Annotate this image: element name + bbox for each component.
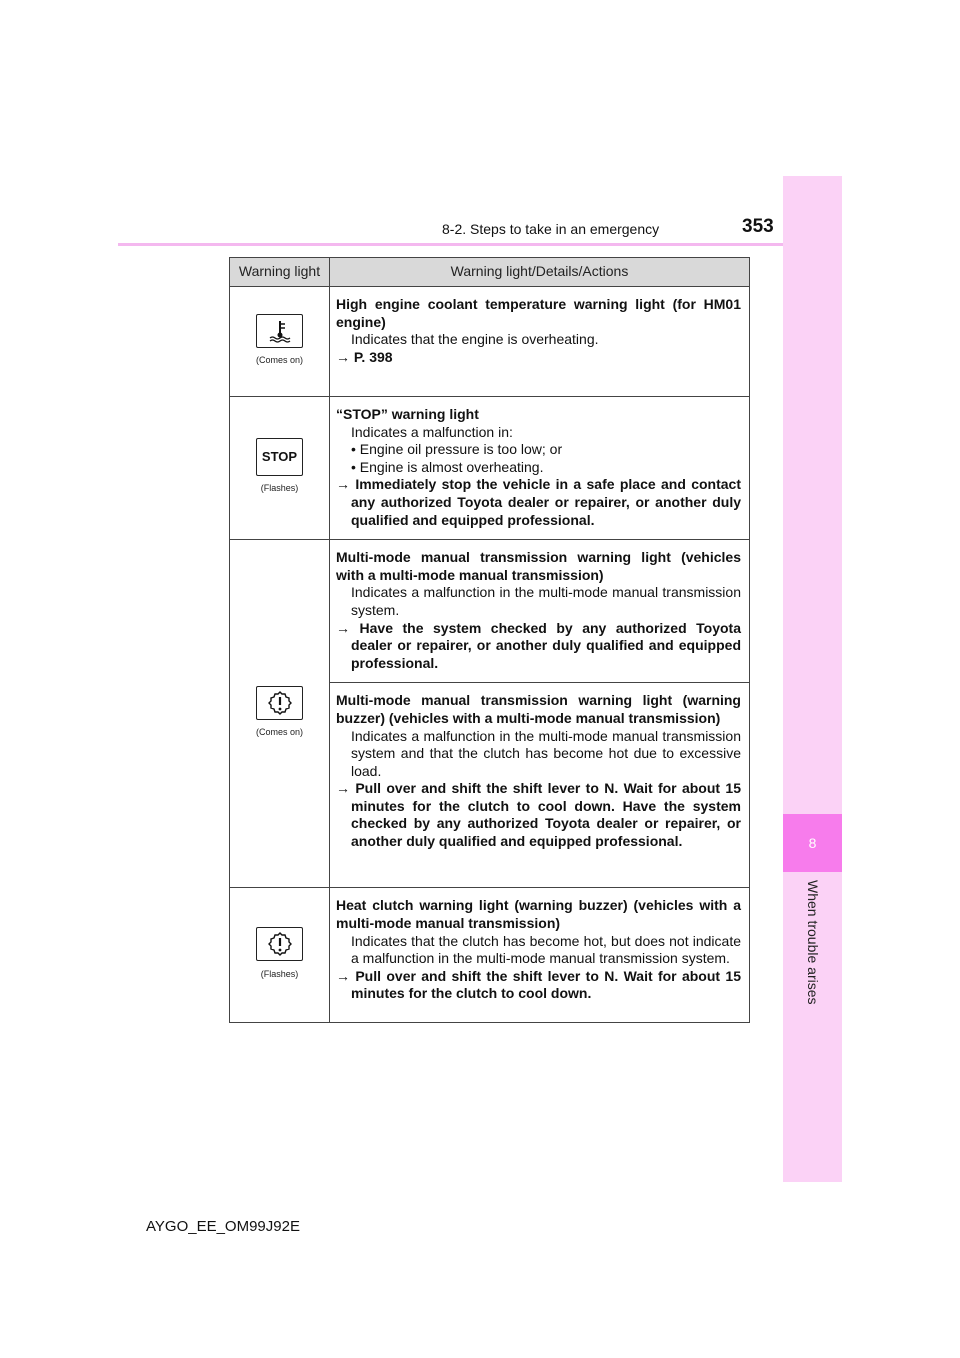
icon-cell (230, 888, 330, 1023)
warning-action: → Immediately stop the vehicle in a safe place and contact any authorized Toyota dealer or repairer, or another duly qualified and equipped professional. (336, 476, 741, 528)
details-cell (330, 540, 750, 683)
header-warning-light: Warning light (230, 258, 330, 287)
document-code: AYGO_EE_OM99J92E (146, 1218, 300, 1235)
warning-action: → Have the system checked by any authorized Toyota dealer or repairer, or another duly qualified and equipped professional. (336, 619, 741, 671)
warning-details: Indicates that the clutch has become hot, but does not indicate a malfunction in the multi-mode manual transmission system. (351, 932, 741, 967)
side-tab (783, 176, 842, 1182)
warning-action: → Pull over and shift the shift lever to N. Wait for about 15 minutes for the clutch to cool down. Have the system checked by any authorized Toyota dealer or repairer, or another duly qualified and equipped professional. (336, 780, 741, 850)
warning-title: Multi-mode manual transmission warning light (warning buzzer) (vehicles with a multi-mode manual transmission) (336, 692, 741, 726)
table-row (230, 397, 750, 540)
icon-cell (230, 540, 330, 888)
details-cell (330, 683, 750, 888)
clutch-warning-icon (256, 927, 303, 961)
warning-title: High engine coolant temperature warning light (for HM01 engine) (336, 296, 741, 330)
bullet-item: • Engine oil pressure is too low; or (351, 441, 563, 458)
page-number: 353 (742, 216, 774, 237)
icon-caption: (Comes on) (255, 727, 303, 738)
coolant-temp-icon (256, 314, 303, 348)
details-cell (330, 397, 750, 540)
header-rule (118, 243, 783, 246)
icon-caption: (Flashes) (260, 968, 299, 979)
warning-details: Indicates a malfunction in: (351, 423, 513, 440)
table-row (230, 287, 750, 397)
details-cell (330, 287, 750, 397)
warning-light-table (229, 257, 750, 1023)
warning-details: Indicates that the engine is overheating. (351, 331, 599, 348)
page-reference-link[interactable]: → P. 398 (336, 348, 393, 365)
icon-cell (230, 397, 330, 540)
chapter-number: 8 (783, 814, 842, 872)
header-details: Warning light/Details/Actions (330, 258, 750, 287)
bullet-item: • Engine is almost overheating. (351, 458, 544, 475)
table-row (230, 888, 750, 1023)
icon-caption: (Flashes) (260, 483, 299, 494)
warning-action: → Pull over and shift the shift lever to N. Wait for about 15 minutes for the clutch to cool down. (336, 967, 741, 1002)
icon-caption: (Comes on) (255, 354, 303, 365)
stop-icon: STOP (256, 438, 303, 476)
details-cell (330, 888, 750, 1023)
icon-cell (230, 287, 330, 397)
warning-details: Indicates a malfunction in the multi-mode manual transmission system and that the clutch has become hot due to excessive load. (351, 727, 741, 779)
warning-title: Multi-mode manual transmission warning light (vehicles with a multi-mode manual transmission) (336, 549, 741, 583)
transmission-warning-icon (256, 686, 303, 720)
table-row (230, 540, 750, 683)
warning-details: Indicates a malfunction in the multi-mode manual transmission system. (351, 584, 741, 618)
table-header-row (230, 258, 750, 287)
warning-title: Heat clutch warning light (warning buzzer) (vehicles with a multi-mode manual transmission) (336, 897, 741, 931)
section-header: 8-2. Steps to take in an emergency (442, 221, 660, 237)
chapter-title: When trouble arises (805, 880, 821, 1005)
warning-title: “STOP” warning light (336, 406, 479, 422)
